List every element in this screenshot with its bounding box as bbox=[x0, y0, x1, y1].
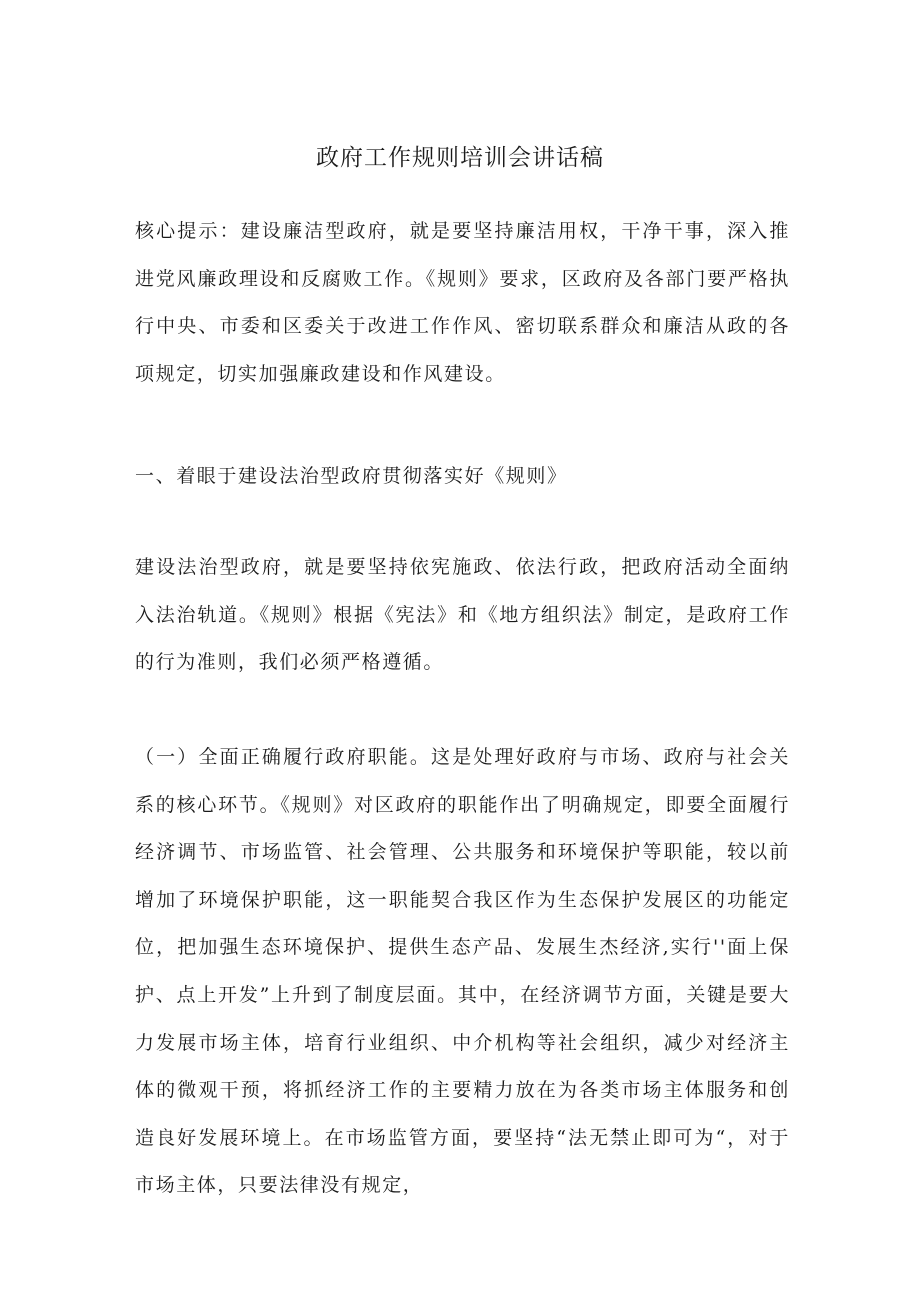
paragraph-rule-of-law: 建设法治型政府，就是要坚持依宪施政、依法行政，把政府活动全面纳入法治轨道。《规则》根据《宪法》和《地方组织法》制定，是政府工作的行为准则，我们必须严格遵循。 bbox=[135, 556, 790, 674]
paragraph-government-functions: （一）全面正确履行政府职能。这是处理好政府与市场、政府与社会关系的核心环节。《规则》对区政府的职能作出了明确规定，即要全面履行经济调节、市场监管、社会管理、公共服务和环境保护等职能，较以前增加了环境保护职能，这一职能契合我区作为生态保护发展区的功能定位，把加强生态环境保护、提供生态产品、发展生杰经济,实行''面上保护、点上开发”上升到了制度层面。其中，在经济调节方面，关键是要大力发展市场主体，培育行业组织、中介机构等社会组织，减少对经济主体的微观干预，将抓经济工作的主要精力放在为各类市场主体服务和创造良好发展环境上。在市场监管方面，要坚持“法无禁止即可为“，对于市场主体，只要法律没有规定， bbox=[135, 746, 790, 1197]
paragraph-core-tip: 核心提示：建设廉洁型政府，就是要坚持廉洁用权，干净干事，深入推进党风廉政理设和反腐败工作。《规则》要求，区政府及各部门要严格执行中央、市委和区委关于改进工作作风、密切联系群众和廉洁从政的各项规定，切实加强廉政建设和作风建设。 bbox=[135, 220, 790, 385]
document-title: 政府工作规则培训会讲话稿 bbox=[316, 145, 604, 171]
section-heading-1: 一、着眼于建设法治型政府贯彻落实好《规则》 bbox=[135, 465, 568, 487]
